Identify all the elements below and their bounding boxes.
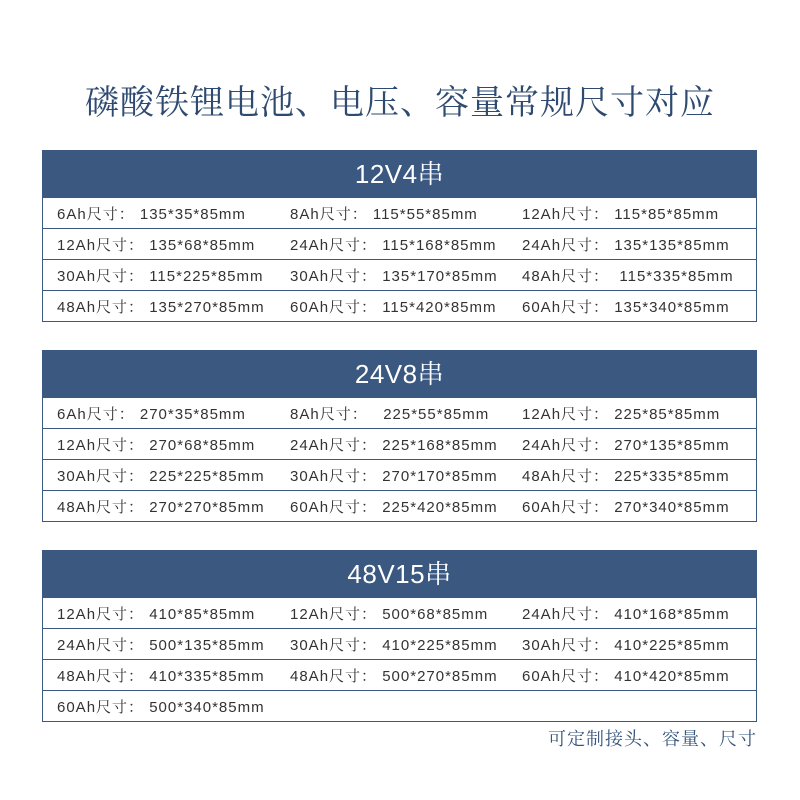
table-row xyxy=(42,660,757,691)
size-cell: 48Ah尺寸： 270*270*85mm xyxy=(57,498,265,516)
size-cell: 8Ah尺寸： 225*55*85mm xyxy=(290,405,490,423)
size-cell: 60Ah尺寸： 410*420*85mm xyxy=(522,667,730,685)
size-cell: 24Ah尺寸： 410*168*85mm xyxy=(522,605,730,623)
size-cell: 30Ah尺寸： 225*225*85mm xyxy=(57,467,265,485)
table-12v4 xyxy=(42,150,757,322)
size-cell: 30Ah尺寸： 135*170*85mm xyxy=(290,267,498,285)
table-header: 24V8串 xyxy=(42,350,757,398)
table-row xyxy=(42,198,757,229)
size-cell: 12Ah尺寸： 225*85*85mm xyxy=(522,405,721,423)
table-row xyxy=(42,460,757,491)
size-cell: 24Ah尺寸： 115*168*85mm xyxy=(290,236,497,254)
size-cell: 60Ah尺寸： 270*340*85mm xyxy=(522,498,730,516)
size-cell: 48Ah尺寸： 135*270*85mm xyxy=(57,298,265,316)
size-cell: 12Ah尺寸： 270*68*85mm xyxy=(57,436,256,454)
size-cell: 6Ah尺寸： 135*35*85mm xyxy=(57,205,246,223)
table-24v8 xyxy=(42,350,757,522)
size-cell: 48Ah尺寸： 115*335*85mm xyxy=(522,267,734,285)
page-title: 磷酸铁锂电池、电压、容量常规尺寸对应 xyxy=(85,84,715,122)
size-cell: 30Ah尺寸： 410*225*85mm xyxy=(290,636,498,654)
table-row xyxy=(42,229,757,260)
size-cell: 24Ah尺寸： 225*168*85mm xyxy=(290,436,498,454)
size-cell: 12Ah尺寸： 410*85*85mm xyxy=(57,605,256,623)
size-cell: 60Ah尺寸： 225*420*85mm xyxy=(290,498,498,516)
customization-note: 可定制接头、容量、尺寸 xyxy=(548,729,757,749)
table-row xyxy=(42,691,757,722)
table-row xyxy=(42,398,757,429)
size-cell: 48Ah尺寸： 500*270*85mm xyxy=(290,667,498,685)
size-cell: 60Ah尺寸： 135*340*85mm xyxy=(522,298,730,316)
size-cell: 30Ah尺寸： 115*225*85mm xyxy=(57,267,264,285)
size-cell: 24Ah尺寸： 135*135*85mm xyxy=(522,236,730,254)
table-row xyxy=(42,598,757,629)
table-header: 12V4串 xyxy=(42,150,757,198)
size-cell: 12Ah尺寸： 500*68*85mm xyxy=(290,605,489,623)
size-cell: 12Ah尺寸： 115*85*85mm xyxy=(522,205,720,223)
table-row xyxy=(42,629,757,660)
size-cell: 60Ah尺寸： 115*420*85mm xyxy=(290,298,497,316)
size-cell: 12Ah尺寸： 135*68*85mm xyxy=(57,236,256,254)
table-row xyxy=(42,429,757,460)
size-cell: 6Ah尺寸： 270*35*85mm xyxy=(57,405,246,423)
size-cell: 24Ah尺寸： 500*135*85mm xyxy=(57,636,265,654)
size-cell: 24Ah尺寸： 270*135*85mm xyxy=(522,436,730,454)
size-cell: 30Ah尺寸： 410*225*85mm xyxy=(522,636,730,654)
table-row xyxy=(42,291,757,322)
size-cell: 48Ah尺寸： 410*335*85mm xyxy=(57,667,265,685)
size-cell: 48Ah尺寸： 225*335*85mm xyxy=(522,467,730,485)
size-cell: 60Ah尺寸： 500*340*85mm xyxy=(57,698,265,716)
table-row xyxy=(42,260,757,291)
table-row xyxy=(42,491,757,522)
size-cell: 8Ah尺寸： 115*55*85mm xyxy=(290,205,478,223)
table-48v15 xyxy=(42,550,757,722)
size-cell: 30Ah尺寸： 270*170*85mm xyxy=(290,467,498,485)
table-header: 48V15串 xyxy=(42,550,757,598)
